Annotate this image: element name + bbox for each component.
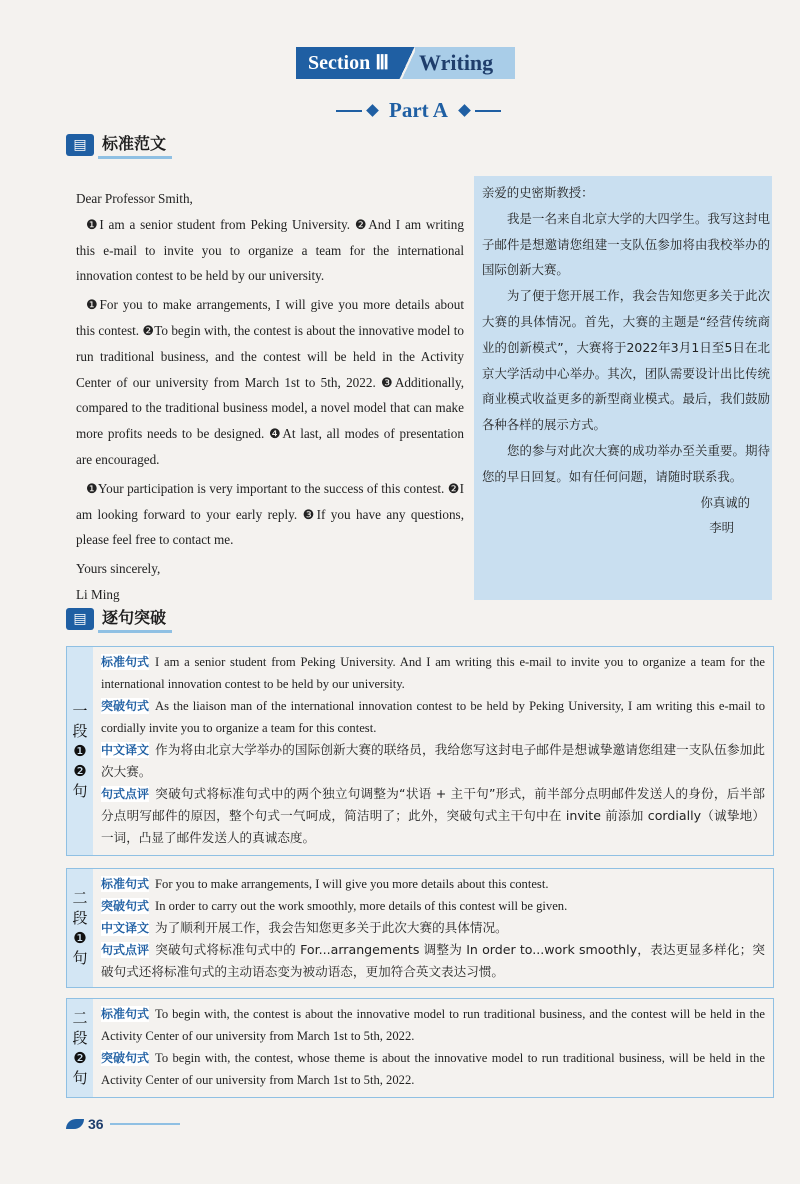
side-char: 句: [72, 1069, 88, 1087]
standard-row: [101, 1003, 765, 1047]
side-char: ❷: [73, 1049, 87, 1067]
part-label: Part A: [389, 98, 448, 122]
breakthrough-sentence: To begin with, the contest, whose theme is about the innovative model to run traditional business, will be held in the Activity Center of our university from March 1st to 5th, 2022.: [101, 1051, 765, 1087]
side-char: 句: [72, 782, 88, 800]
model-heading-title: 标准范文: [98, 131, 172, 159]
translation-greeting: 亲爱的史密斯教授：: [482, 185, 594, 200]
breakdown-heading-title: 逐句突破: [98, 605, 172, 633]
label-comment: 句式点评: [101, 943, 150, 957]
breakthrough-row: [101, 1047, 765, 1091]
label-translation: 中文译文: [101, 921, 150, 935]
section-banner: [296, 47, 515, 79]
breakdown-side-label: [67, 647, 93, 855]
section-title: Writing: [415, 47, 515, 79]
breakdown-side-label: [67, 869, 93, 987]
side-char: ❷: [73, 762, 87, 780]
book-icon: ▤: [66, 134, 94, 156]
breakthrough-row: [101, 695, 765, 739]
label-comment: 句式点评: [101, 787, 150, 801]
breakdown-block-1: [66, 646, 774, 856]
banner-divider: [399, 47, 415, 79]
breakdown-body: [101, 1003, 765, 1091]
letter-paragraph-2: ❶For you to make arrangements, I will give you more details about this contest. ❷To begin with, the contest is about the innovative model to run traditional business, and the contest will be held in the Activity Center of our university from March 1st to 5th, 2022. ❸Additionally, compared to the traditional business model, a novel model that can make more profits needs to be designed. ❹At last, all modes of presentation are encouraged.: [76, 297, 464, 467]
letter-signature: Li Ming: [76, 586, 120, 602]
section-label: Section Ⅲ: [296, 47, 399, 79]
leaf-icon: [66, 1119, 84, 1129]
breakdown-block-2: [66, 868, 774, 988]
decor-line: [336, 110, 362, 112]
comment-row: [101, 783, 765, 849]
side-char: ❶: [73, 742, 87, 760]
translation-text: [482, 180, 770, 541]
translation-sentence: 为了顺利开展工作，我会告知您更多关于此次大赛的具体情况。: [155, 920, 508, 935]
translation-row: [101, 917, 765, 939]
translation-sentence: 作为将由北京大学举办的国际创新大赛的联络员，我给您写这封电子邮件是想诚挚邀请您组建一支队伍参加此次大赛。: [101, 742, 765, 779]
letter-paragraph-1: ❶I am a senior student from Peking University. ❷And I am writing this e-mail to invite you to organize a team for the international innovation contest to be held by our university.: [76, 216, 464, 284]
breakdown-body: [101, 651, 765, 849]
breakdown-block-3: [66, 998, 774, 1098]
translation-paragraph-1: 我是一名来自北京大学的大四学生。我写这封电子邮件是想邀请您组建一支队伍参加将由我校举办的国际创新大赛。: [482, 210, 770, 278]
breakdown-side-label: [67, 999, 93, 1097]
side-char: 句: [72, 949, 88, 967]
side-char: 二: [72, 1009, 88, 1027]
book-icon: ▤: [66, 608, 94, 630]
translation-closing: 你真诚的: [700, 494, 750, 510]
label-translation: 中文译文: [101, 743, 150, 757]
decor-line: [475, 110, 501, 112]
label-standard: 标准句式: [101, 1007, 150, 1021]
breakthrough-sentence: As the liaison man of the international innovation contest to be held by Peking University, I am writing this e-mail to cordially invite you to organize a team for this contest.: [101, 699, 765, 735]
side-char: 一: [72, 702, 88, 720]
comment-sentence: 突破句式将标准句式中的两个独立句调整为“状语 + 主干句”形式，前半部分点明邮件发送人的身份，后半部分点明写邮件的原因，整个句式一气呵成，简洁明了；此外，突破句式主干句中在 invite 前添加 cordially（诚挚地）一词，凸显了邮件发送人的真诚态度。: [101, 786, 765, 845]
part-heading: [336, 98, 501, 123]
label-breakthrough: 突破句式: [101, 699, 150, 713]
translation-signature: 李明: [709, 520, 734, 536]
breakdown-heading: [66, 606, 172, 632]
side-char: 段: [72, 909, 88, 927]
comment-sentence: 突破句式将标准句式中的 For...arrangements 调整为 In order to...work smoothly，表达更显多样化；突破句式还将标准句式的主动语态变为被动语态，更加符合英文表达习惯。: [101, 942, 765, 979]
model-letter: [76, 186, 464, 608]
page-number-footer: [66, 1116, 180, 1132]
footer-rule: [110, 1123, 180, 1125]
side-char: 段: [72, 1029, 88, 1047]
decor-diamond: [366, 104, 379, 117]
translation-paragraph-3: 您的参与对此次大赛的成功举办至关重要。期待您的早日回复。如有任何问题，请随时联系我。: [482, 442, 770, 484]
letter-paragraph-3: ❶Your participation is very important to the success of this contest. ❷I am looking forward to your early reply. ❸If you have any questions, please feel free to contact me.: [76, 480, 464, 548]
side-char: ❶: [73, 929, 87, 947]
decor-diamond: [458, 104, 471, 117]
comment-row: [101, 939, 765, 983]
standard-sentence: For you to make arrangements, I will give you more details about this contest.: [155, 877, 549, 891]
standard-sentence: To begin with, the contest is about the innovative model to run traditional business, and the contest will be held in the Activity Center of our university from March 1st to 5th, 2022.: [101, 1007, 765, 1043]
page-number: 36: [88, 1116, 104, 1132]
breakthrough-sentence: In order to carry out the work smoothly, more details of this contest will be given.: [155, 899, 568, 913]
side-char: 段: [72, 722, 88, 740]
breakdown-body: [101, 873, 765, 983]
side-char: 二: [72, 889, 88, 907]
model-heading: [66, 132, 172, 158]
translation-paragraph-2: 为了便于您开展工作，我会告知您更多关于此次大赛的具体情况。首先，大赛的主题是“经营传统商业的创新模式”，大赛将于2022年3月1日至5日在北京大学活动中心举办。其次，团队需要设计出比传统商业模式收益更多的新型商业模式。最后，我们鼓励各种各样的展示方式。: [482, 288, 770, 433]
label-breakthrough: 突破句式: [101, 1051, 150, 1065]
label-breakthrough: 突破句式: [101, 899, 150, 913]
translation-row: [101, 739, 765, 783]
standard-row: [101, 651, 765, 695]
label-standard: 标准句式: [101, 655, 150, 669]
letter-greeting: Dear Professor Smith,: [76, 191, 193, 206]
label-standard: 标准句式: [101, 877, 150, 891]
letter-closing: Yours sincerely,: [76, 561, 161, 577]
standard-row: [101, 873, 765, 895]
standard-sentence: I am a senior student from Peking University. And I am writing this e-mail to invite you to organize a team for the international innovation contest to be held by our university.: [101, 655, 765, 691]
breakthrough-row: [101, 895, 765, 917]
